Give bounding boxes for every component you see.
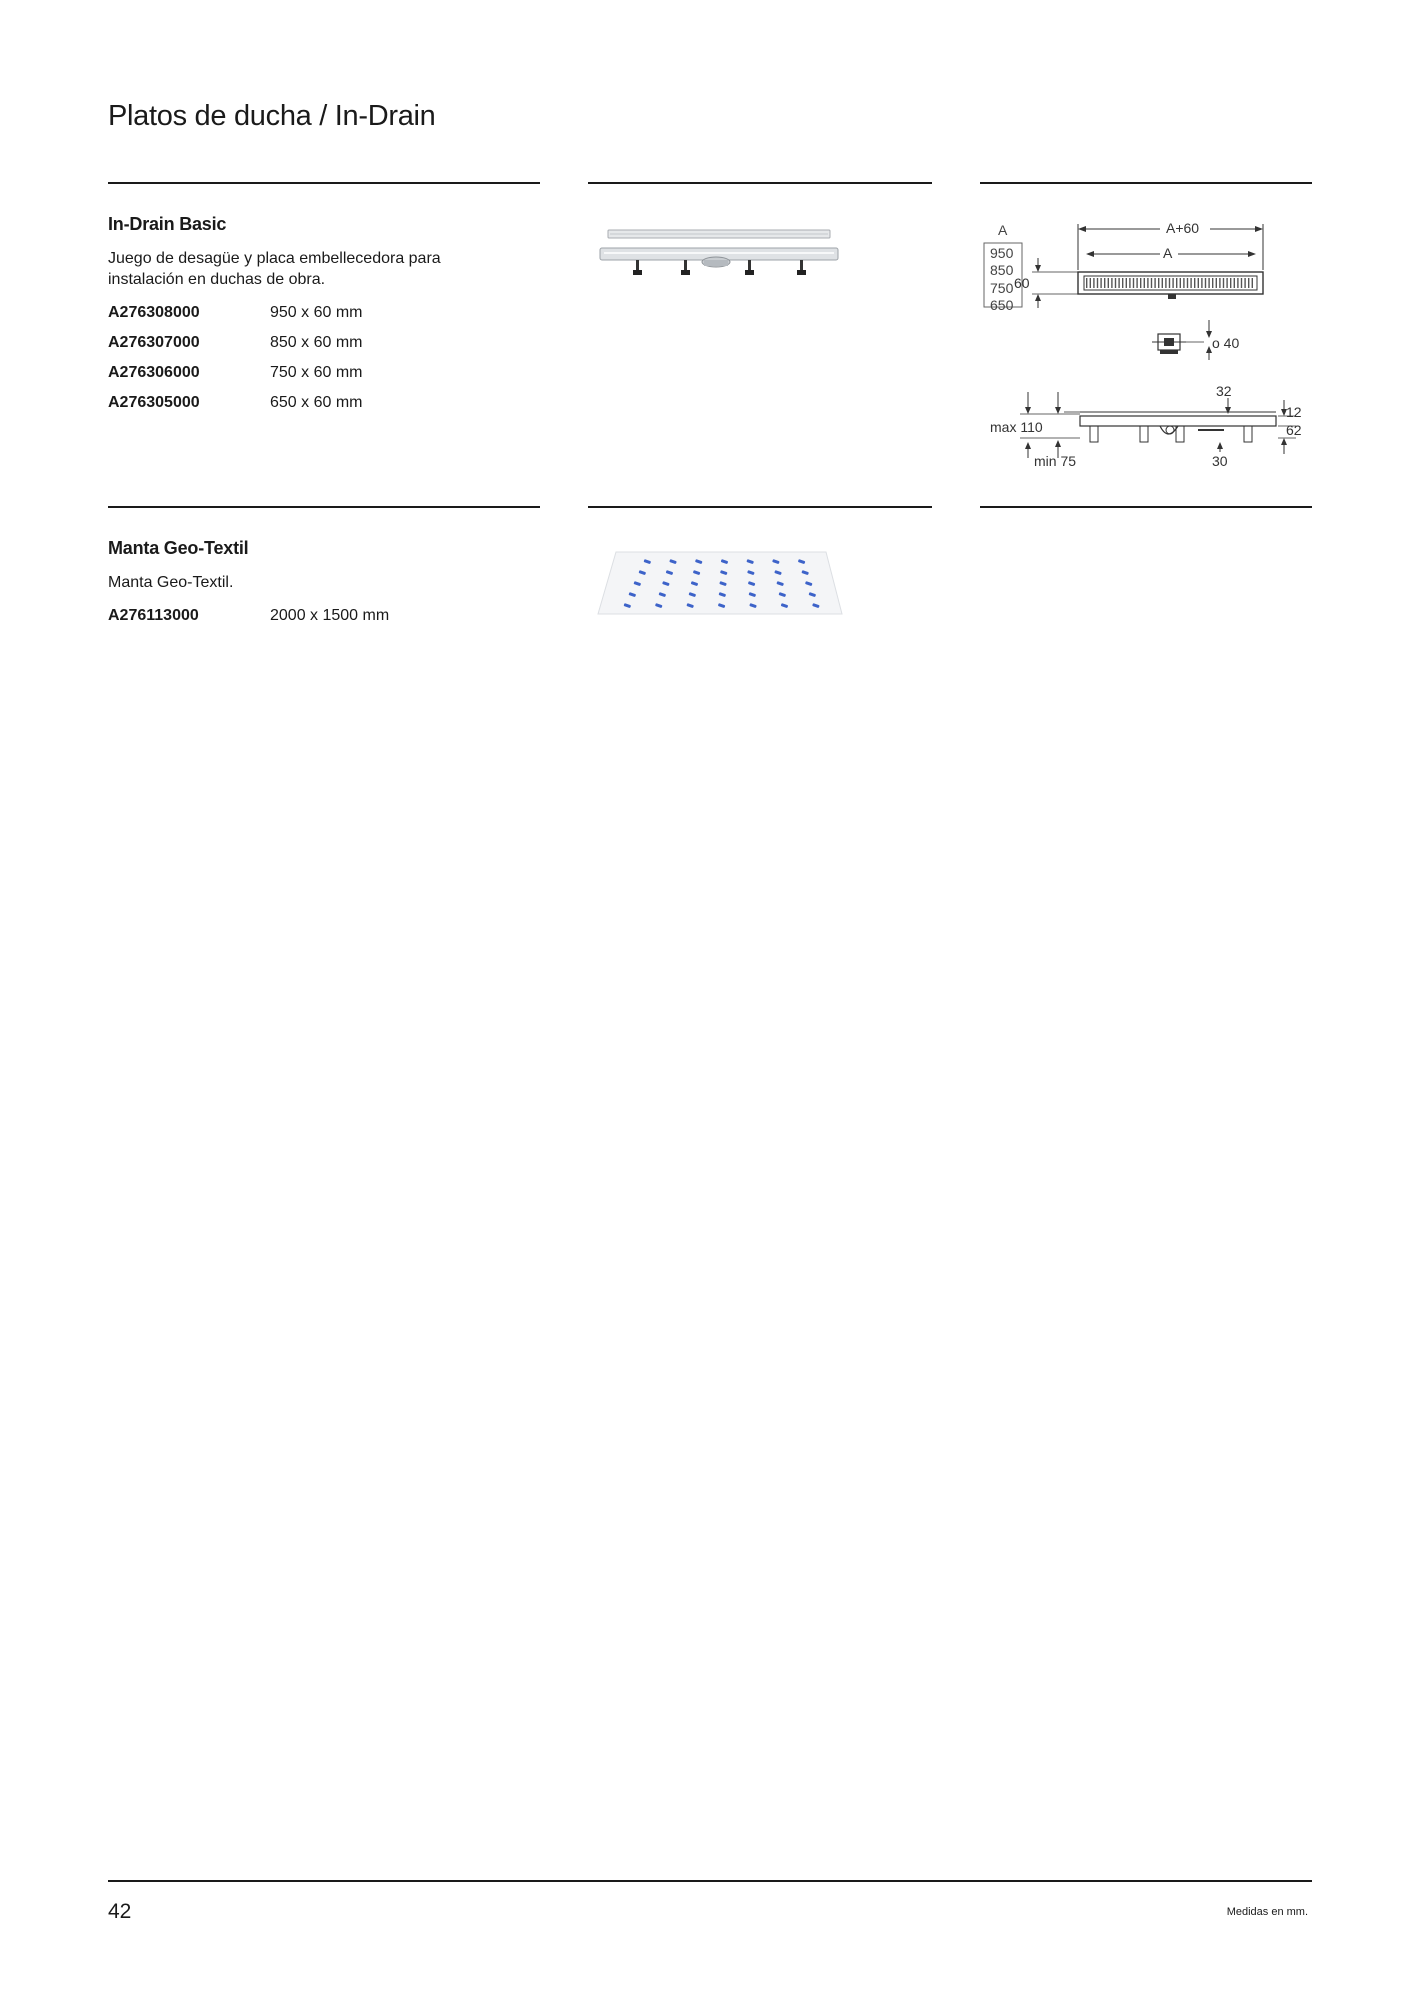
product-code: A276113000 [108,607,199,624]
product-code: A276308000 [108,304,200,321]
product-dimensions: 750 x 60 mm [270,364,363,381]
product-dimensions: 650 x 60 mm [270,394,363,411]
product-dimensions: 950 x 60 mm [270,304,363,321]
table-header: A [998,222,1008,238]
geotextile-mat-image [594,546,846,618]
dimension-label: min 75 [1034,453,1077,469]
drain-channel-image [596,226,842,286]
product-code: A276307000 [108,334,200,351]
dimension-label: 12 [1286,404,1302,420]
product-dimensions: 2000 x 1500 mm [270,607,390,624]
product-title: In-Drain Basic [108,214,227,234]
dimension-label: 62 [1286,422,1302,438]
product-code: A276305000 [108,394,200,411]
dimension-label: 30 [1212,453,1228,469]
product-dimensions: 850 x 60 mm [270,334,363,351]
technical-drawing [980,212,1312,472]
table-value: 950 [990,245,1014,261]
product-code: A276306000 [108,364,200,381]
dimension-label: max 110 [990,419,1043,435]
divider [980,182,1312,184]
divider [588,506,932,508]
dimension-label: A+60 [1166,220,1200,236]
table-value: 850 [990,262,1014,278]
dimension-label: 32 [1216,383,1232,399]
dimension-label: A [1163,245,1173,261]
page-number: 42 [108,1900,132,1923]
product-description: Manta Geo-Textil. [108,574,234,591]
divider [108,1880,1312,1882]
page-title: Platos de ducha / In-Drain [108,100,436,132]
divider [108,506,540,508]
dimension-label: 60 [1014,275,1030,291]
table-value: 750 [990,280,1014,296]
product-title: Manta Geo-Textil [108,538,249,558]
table-value: 650 [990,297,1014,313]
footer-note: Medidas en mm. [1226,1906,1308,1918]
divider [588,182,932,184]
divider [108,182,540,184]
divider [980,506,1312,508]
product-description: Juego de desagüe y placa embellecedora para instalación en duchas de obra. [108,250,441,288]
dimension-label: o 40 [1212,335,1240,351]
